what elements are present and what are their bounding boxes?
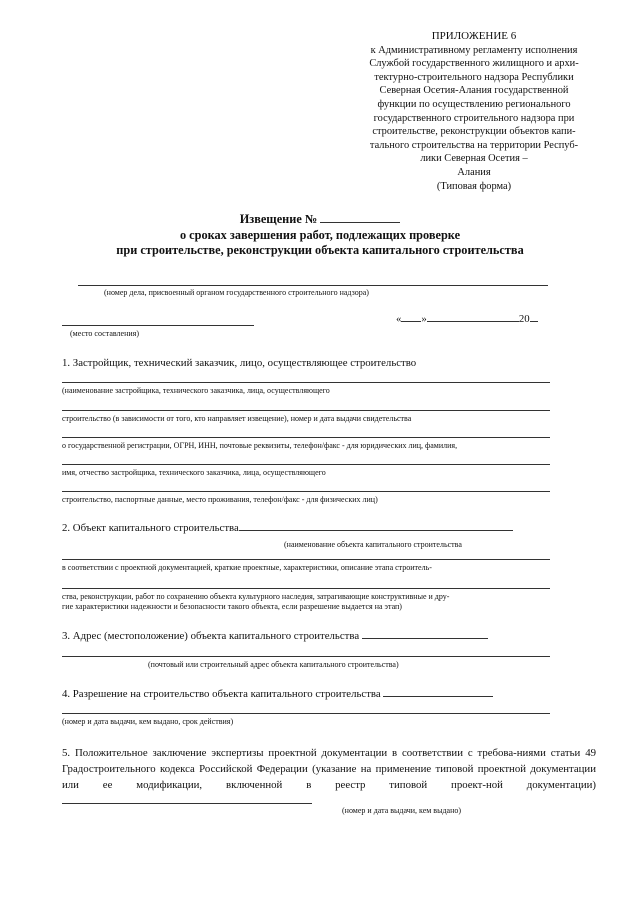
section2-caption-3a: ства, реконструкции, работ по сохранению объекта культурного наследия, затрагивающие конструктивные и дру-: [62, 592, 450, 601]
section3-label: [62, 630, 488, 642]
section1-caption-4: имя, отчество застройщика, технического заказчика, лица, осуществляющего: [62, 468, 326, 477]
section5-caption: (номер и дата выдачи, кем выдано): [342, 806, 462, 815]
section2-caption-2: в соответствии с проектной документацией, краткие проектные, характеристики, описание этапа строитель-: [62, 563, 432, 572]
case-number-caption: (номер дела, присвоенный органом государственного строительного надзора): [104, 288, 369, 297]
section1-caption-2: строительство (в зависимости от того, кто направляет извещение), номер и дата выдачи свидетельства: [62, 414, 412, 423]
section2-field-3[interactable]: [62, 588, 550, 589]
notice-title: [60, 212, 580, 227]
appendix-line: тектурно-строительного надзора Республики: [374, 71, 574, 83]
appendix-line: к Административному регламенту исполнения: [370, 44, 578, 56]
date-open-quote: «: [396, 313, 402, 325]
section1-field-2[interactable]: [62, 410, 550, 411]
section1-caption-5: строительство, паспортные данные, место проживания, телефон/факс - для физических лиц): [62, 495, 378, 504]
place-field[interactable]: [62, 325, 254, 326]
appendix-line: Службой государственного жилищного и архи-: [369, 58, 579, 70]
appendix-heading: ПРИЛОЖЕНИЕ 6: [431, 30, 517, 42]
section2-field-2[interactable]: [62, 559, 550, 560]
date-close-quote: »: [421, 313, 427, 325]
section5-text: [62, 745, 596, 809]
section3-label-text: 3. Адрес (местоположение) объекта капитального строительства: [62, 630, 360, 642]
appendix-line: тального строительства на территории Респуб-: [369, 139, 579, 151]
section1-field-4[interactable]: [62, 464, 550, 465]
case-number-field[interactable]: [78, 285, 548, 286]
section4-permit-field[interactable]: [383, 696, 493, 697]
section2-caption-3b: гие характеристики надежности и безопасности такого объекта, если разрешение выдается на этап): [62, 602, 402, 611]
notice-number-field[interactable]: [320, 222, 400, 223]
appendix-line: Алания: [457, 166, 491, 178]
appendix-block: [348, 30, 600, 193]
section4-label: [62, 688, 493, 700]
date-day-field[interactable]: [401, 321, 421, 322]
section2-label: [62, 522, 513, 534]
section1-field-5[interactable]: [62, 491, 550, 492]
date-year-prefix: 20: [518, 313, 530, 325]
form-type-label: (Типовая форма): [436, 180, 512, 192]
notice-subtitle-1: о сроках завершения работ, подлежащих проверке: [179, 228, 461, 242]
section5-conclusion-field[interactable]: [62, 803, 312, 804]
notice-subtitle-2: при строительстве, реконструкции объекта капитального строительства: [116, 243, 524, 257]
appendix-line: государственного строительного надзора при: [373, 112, 575, 124]
date-month-field[interactable]: [427, 321, 519, 322]
date-year-field[interactable]: [530, 321, 538, 322]
date-row: [396, 313, 538, 325]
section1-caption-1: (наименование застройщика, технического заказчика, лица, осуществляющего: [62, 386, 330, 395]
section1-field-3[interactable]: [62, 437, 550, 438]
place-caption: (место составления): [70, 329, 139, 338]
section3-caption: (почтовый или строительный адрес объекта капитального строительства): [148, 660, 399, 669]
section2-caption-name: (наименование объекта капитального строительства: [284, 540, 462, 549]
section1-label: 1. Застройщик, технический заказчик, лицо, осуществляющее строительство: [62, 357, 417, 369]
appendix-line: Северная Осетия-Алания государственной: [379, 85, 569, 97]
section2-label-text: 2. Объект капитального строительства: [62, 522, 239, 534]
section4-label-text: 4. Разрешение на строительство объекта капитального строительства: [62, 688, 381, 700]
appendix-line: строительстве, реконструкции объектов капи-: [372, 126, 576, 138]
appendix-line: функции по осуществлению регионального: [377, 98, 571, 110]
section3-field-2[interactable]: [62, 656, 550, 657]
section1-field-1[interactable]: [62, 382, 550, 383]
section4-field-2[interactable]: [62, 713, 550, 714]
section2-object-field[interactable]: [239, 530, 513, 531]
section5-text-body: 5. Положительное заключение экспертизы проектной документации в соответствии с требова-ниями статьи 49 Градостроительного кодекса Российской Федерации (указание на применение типовой проектной документации или ее модификации, включенной в реестр типовой проект-ной документации): [62, 747, 596, 791]
section4-caption: (номер и дата выдачи, кем выдано, срок действия): [62, 717, 234, 726]
section3-address-field[interactable]: [362, 638, 488, 639]
section1-caption-3: о государственной регистрации, ОГРН, ИНН, почтовые реквизиты, телефон/факс - для юридических лиц, фамилия,: [62, 441, 458, 450]
notice-title-text: Извещение №: [239, 212, 318, 226]
appendix-line: лики Северная Осетия –: [420, 153, 528, 165]
